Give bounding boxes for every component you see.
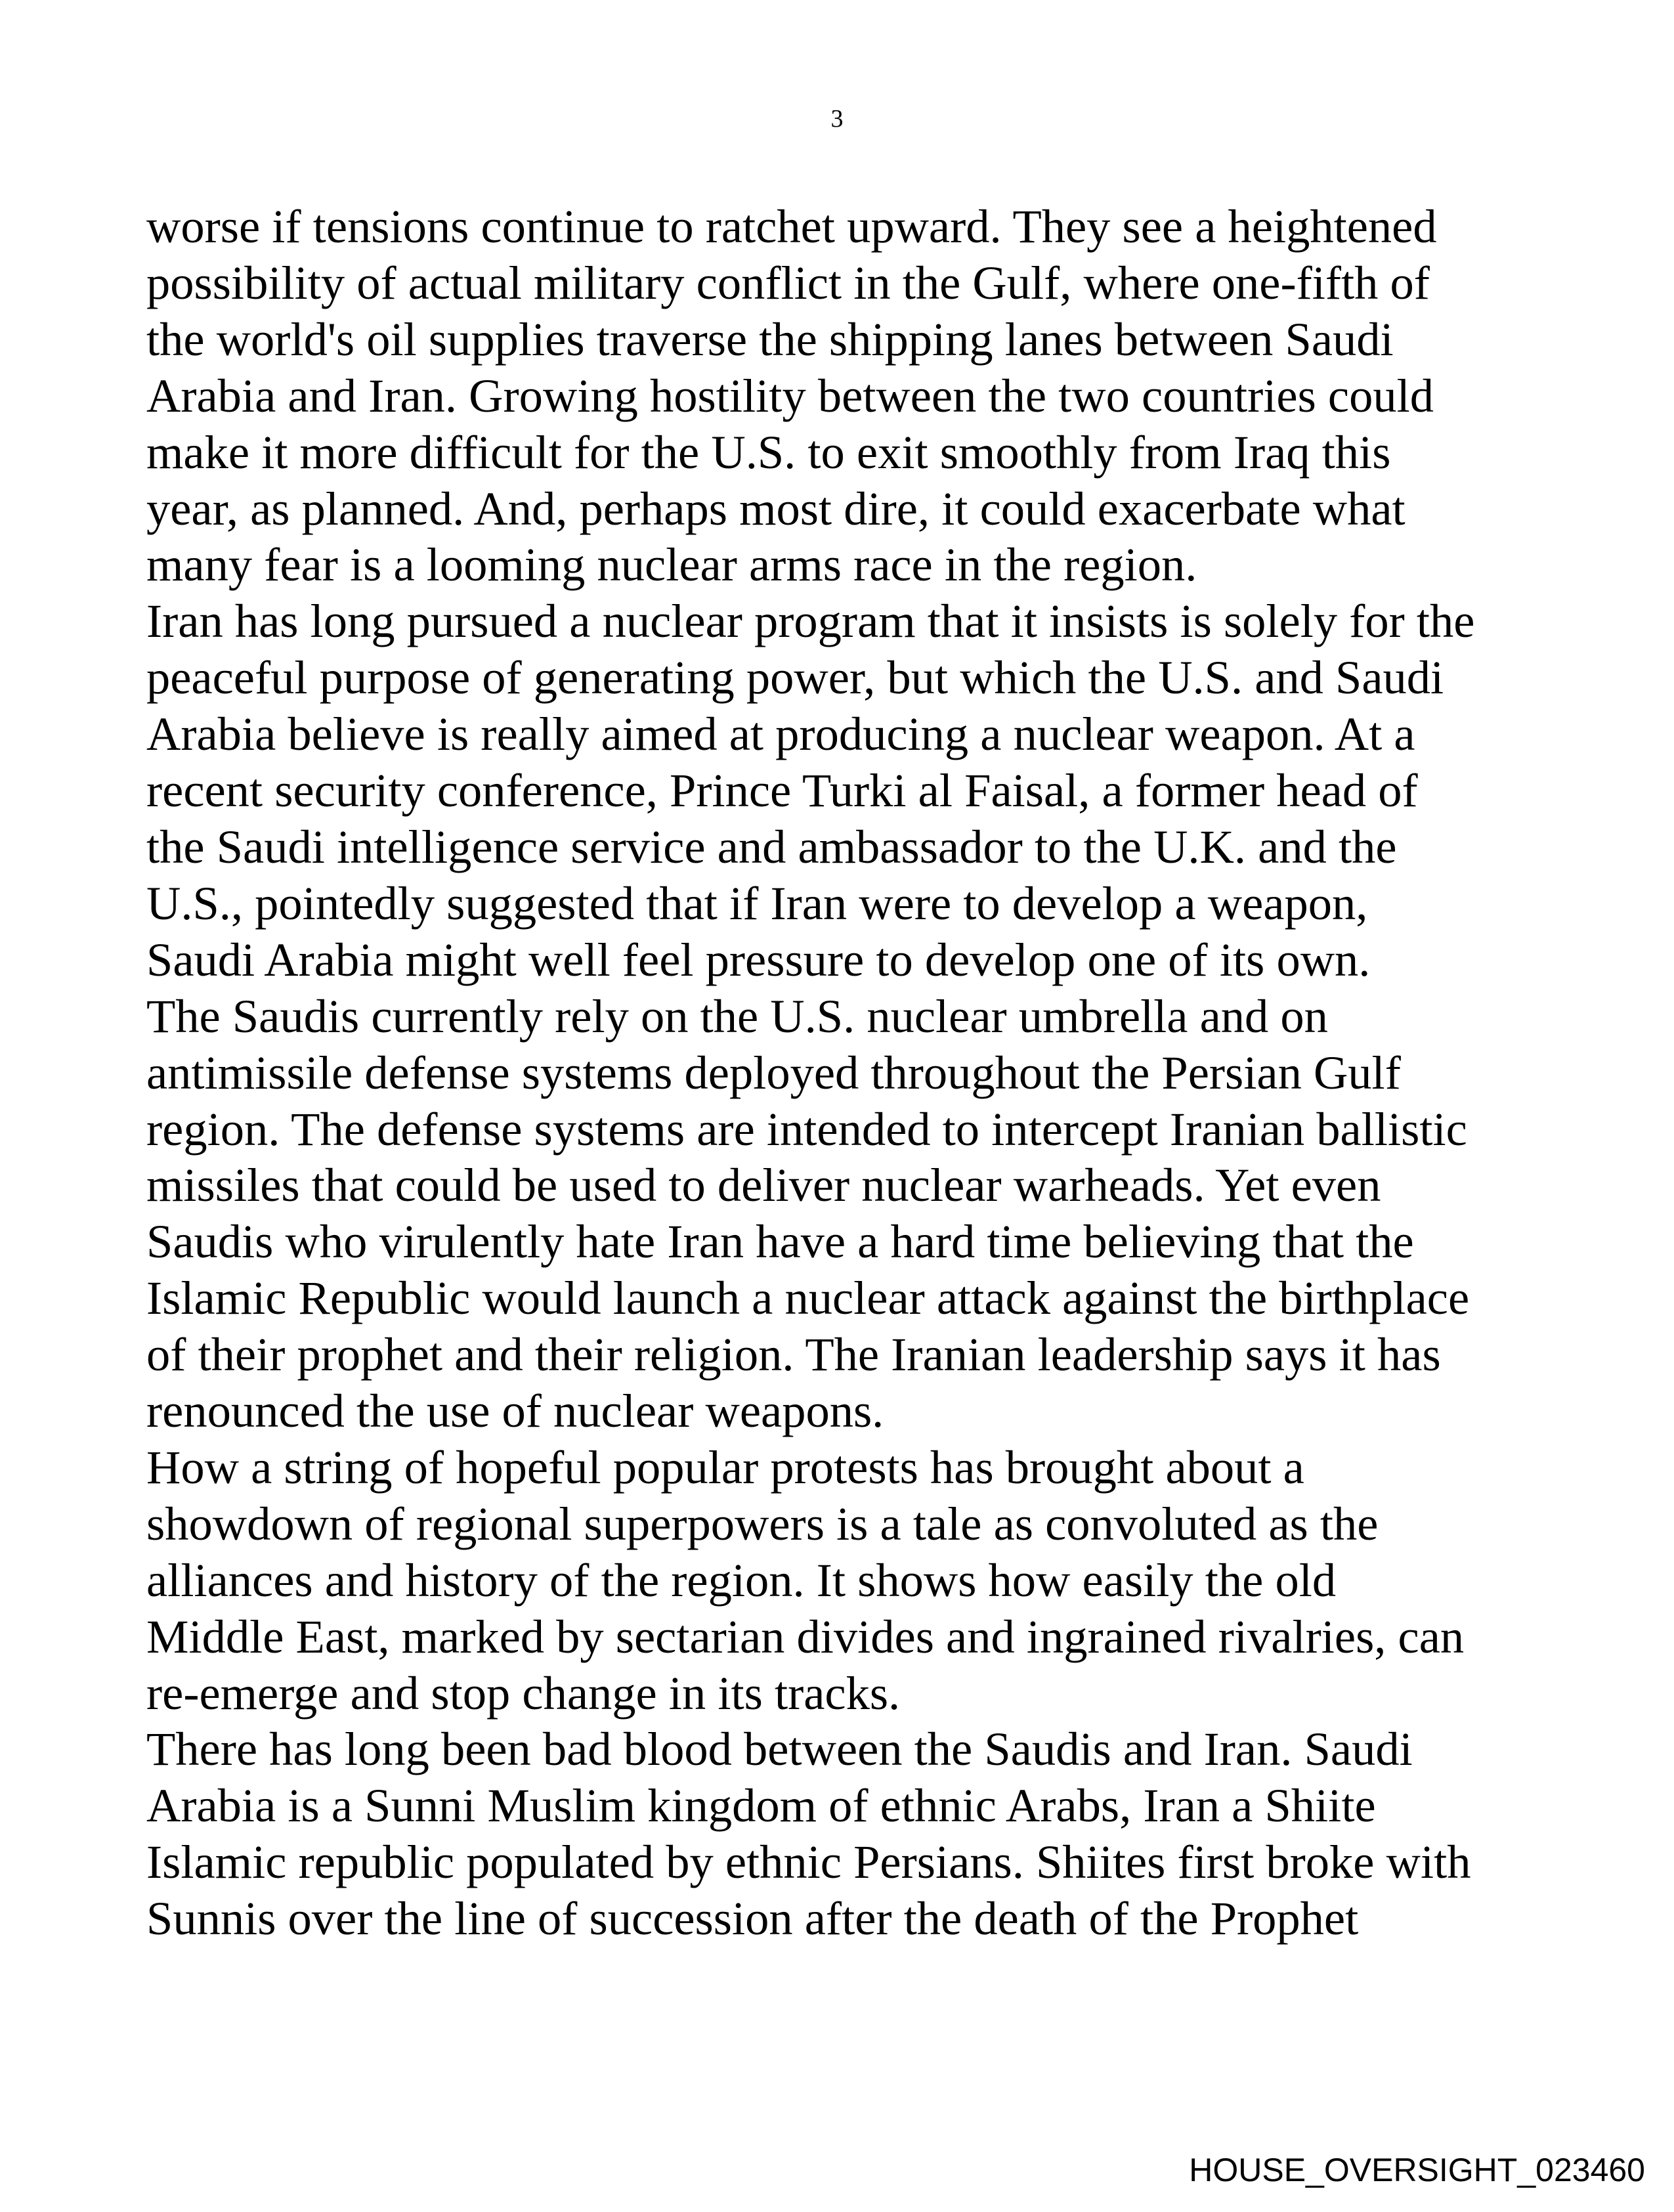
text-line: re-emerge and stop change in its tracks. bbox=[146, 1666, 901, 1720]
text-line: Iran has long pursued a nuclear program that it insists is solely for the bbox=[146, 594, 1475, 648]
text-line: Islamic republic populated by ethnic Persians. Shiites first broke with bbox=[146, 1835, 1471, 1889]
text-line: renounced the use of nuclear weapons. bbox=[146, 1384, 884, 1438]
text-line: Arabia is a Sunni Muslim kingdom of ethnic Arabs, Iran a Shiite bbox=[146, 1779, 1376, 1832]
text-line: many fear is a looming nuclear arms race in the region. bbox=[146, 538, 1197, 592]
text-line: Arabia believe is really aimed at producing a nuclear weapon. At a bbox=[146, 707, 1415, 761]
text-line: the world's oil supplies traverse the shipping lanes between Saudi bbox=[146, 312, 1394, 366]
text-line: Middle East, marked by sectarian divides and ingrained rivalries, can bbox=[146, 1609, 1465, 1663]
text-line: antimissile defense systems deployed throughout the Persian Gulf bbox=[146, 1045, 1401, 1099]
text-line: missiles that could be used to deliver nuclear warheads. Yet even bbox=[146, 1158, 1381, 1212]
text-line: region. The defense systems are intended to intercept Iranian ballistic bbox=[146, 1102, 1467, 1156]
text-line: U.S., pointedly suggested that if Iran were to develop a weapon, bbox=[146, 876, 1368, 930]
text-line: The Saudis currently rely on the U.S. nuclear umbrella and on bbox=[146, 989, 1328, 1043]
text-line: worse if tensions continue to ratchet upward. They see a heightened bbox=[146, 200, 1437, 253]
page-number: 3 bbox=[830, 105, 844, 133]
text-line: of their prophet and their religion. The Iranian leadership says it has bbox=[146, 1328, 1441, 1381]
text-line: make it more difficult for the U.S. to exit smoothly from Iraq this bbox=[146, 425, 1391, 479]
text-line: Saudis who virulently hate Iran have a hard time believing that the bbox=[146, 1215, 1414, 1269]
text-line: recent security conference, Prince Turki al Faisal, a former head of bbox=[146, 764, 1418, 817]
text-line: possibility of actual military conflict in the Gulf, where one-fifth of bbox=[146, 255, 1430, 309]
text-line: peaceful purpose of generating power, but which the U.S. and Saudi bbox=[146, 651, 1444, 705]
text-line: Arabia and Iran. Growing hostility between the two countries could bbox=[146, 368, 1434, 422]
text-line: year, as planned. And, perhaps most dire, it could exacerbate what bbox=[146, 481, 1406, 535]
document-id-footer: HOUSE_OVERSIGHT_023460 bbox=[1189, 2152, 1645, 2188]
text-line: the Saudi intelligence service and ambassador to the U.K. and the bbox=[146, 819, 1397, 873]
text-line: alliances and history of the region. It shows how easily the old bbox=[146, 1553, 1337, 1607]
text-line: There has long been bad blood between the Saudis and Iran. Saudi bbox=[146, 1722, 1413, 1776]
text-line: Islamic Republic would launch a nuclear attack against the birthplace bbox=[146, 1271, 1470, 1325]
text-line: Sunnis over the line of succession after the death of the Prophet bbox=[146, 1892, 1359, 1945]
text-line: How a string of hopeful popular protests has brought about a bbox=[146, 1440, 1304, 1494]
text-line: showdown of regional superpowers is a tale as convoluted as the bbox=[146, 1496, 1379, 1550]
body-text bbox=[146, 198, 1551, 1947]
text-line: Saudi Arabia might well feel pressure to develop one of its own. bbox=[146, 932, 1371, 986]
